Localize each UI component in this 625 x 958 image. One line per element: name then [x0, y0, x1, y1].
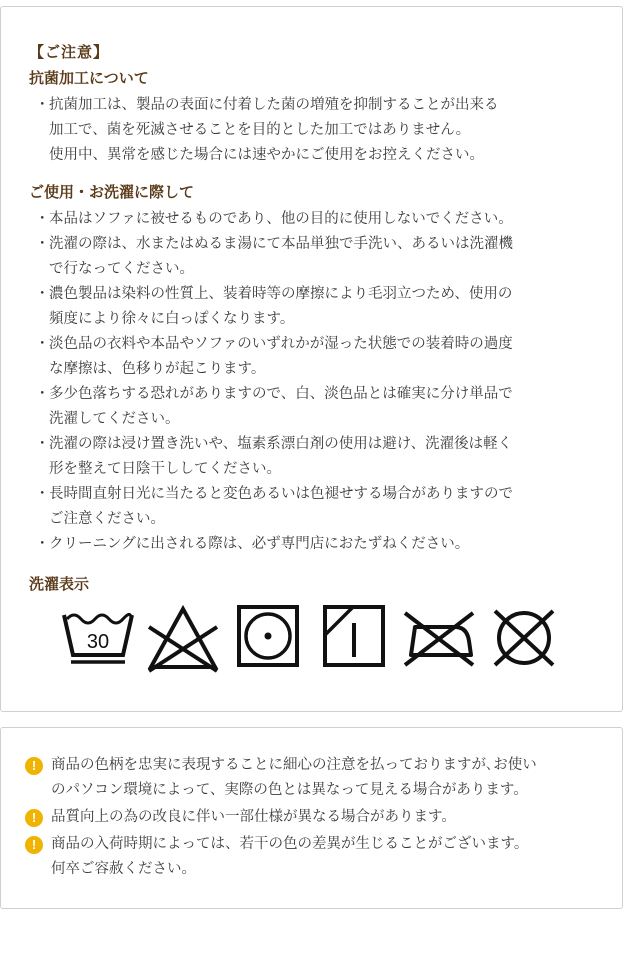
disclaimer-list [25, 753, 605, 884]
notice-title: 【ご注意】 [29, 43, 110, 61]
warning-icon: ! [25, 757, 43, 775]
list-item: ・ 濃色製品は染料の性質上、装着時等の摩擦により毛羽立つため、使用の 頻度により徐々に白っぽくなります。 [35, 286, 513, 327]
list-item: ・ 洗濯の際は、水またはぬるま湯にて本品単独で手洗い、あるいは洗濯機 で行なってください。 [35, 236, 513, 277]
wash-30-icon [61, 605, 135, 667]
list-item: ・ 長時間直射日光に当たると変色あるいは色褪せする場合がありますので ご注意ください。 [35, 486, 513, 527]
antibacterial-heading: 抗菌加工について [29, 69, 149, 87]
disclaimer-panel [0, 727, 623, 909]
usage-washing-heading: ご使用・お洗濯に際して [29, 183, 195, 201]
no-dryclean-icon [489, 605, 559, 671]
care-label-heading: 洗濯表示 [29, 575, 90, 593]
warning-icon: ! [25, 836, 43, 854]
tumble-dry-icon [237, 605, 299, 667]
antibacterial-list [35, 93, 595, 168]
list-item: ・ 洗濯の際は浸け置き洗いや、塩素系漂白剤の使用は避け、洗濯後は軽く 形を整えて日陰干ししてください。 [35, 436, 513, 477]
notice-panel [0, 6, 623, 712]
line-dry-shade-icon [323, 605, 385, 667]
care-symbols [61, 605, 566, 675]
wash-temperature-label: 30 [86, 631, 110, 653]
list-item: ・ 本品はソファに被せるものであり、他の目的に使用しないでください。 [35, 211, 513, 227]
no-bleach-icon [147, 605, 219, 675]
list-item: ・ 多少色落ちする恐れがありますので、白、淡色品とは確実に分け単品で 洗濯してください。 [35, 386, 513, 427]
no-iron-icon [403, 605, 475, 671]
warning-icon: ! [25, 809, 43, 827]
usage-washing-list [35, 207, 595, 557]
list-item: ! 商品の入荷時期によっては、若干の色の差異が生じることがございます。 何卒ご容赦ください。 [25, 832, 605, 882]
list-item: ・ 抗菌加工は、製品の表面に付着した菌の増殖を抑制することが出来る 加工で、菌を死滅させることを目的とした加工ではありません。 使用中、異常を感じた場合には速やかにご使用をお控えください。 [35, 97, 499, 163]
list-item: ! 品質向上の為の改良に伴い一部仕様が異なる場合があります。 [25, 805, 605, 830]
list-item: ・ クリーニングに出される際は、必ず専門店におたずねください。 [35, 536, 470, 552]
list-item: ・ 淡色品の衣料や本品やソファのいずれかが湿った状態での装着時の過度 な摩擦は、色移りが起こります。 [35, 336, 513, 377]
list-item: ! 商品の色柄を忠実に表現することに細心の注意を払っておりますが､お使い のパソコン環境によって、実際の色とは異なって見える場合があります。 [25, 753, 605, 803]
